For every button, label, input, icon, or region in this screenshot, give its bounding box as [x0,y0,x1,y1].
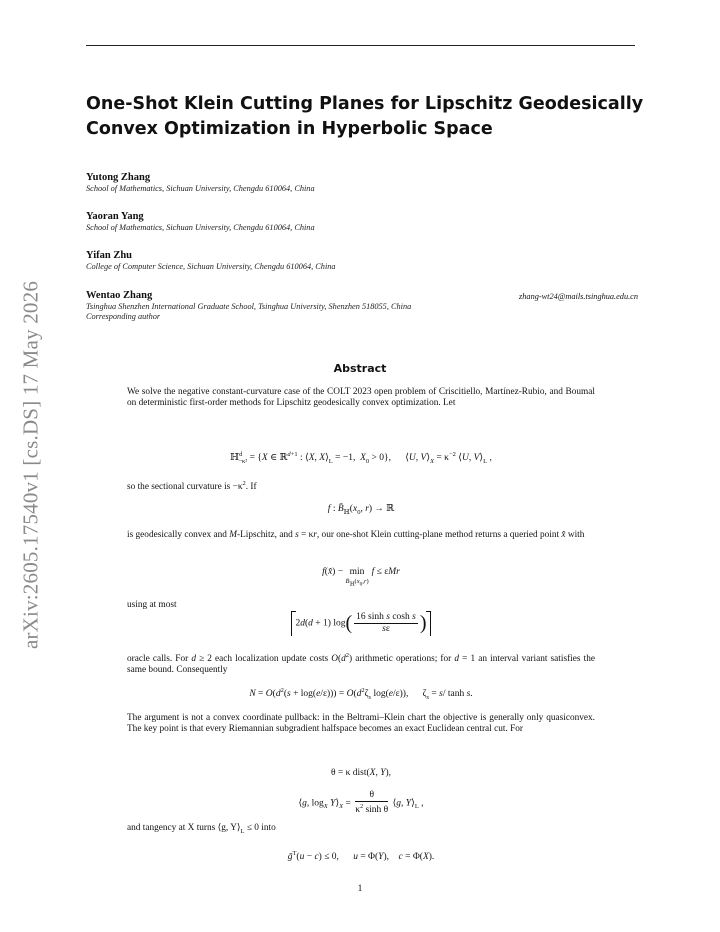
author-block [86,172,638,194]
equation-oracle-bound: 2d(d + 1) log( $\frac{\text{16 sinh s cosh s}}{s\varepsilon}$ ) [127,611,595,636]
author-block [86,250,638,272]
abstract-heading: Abstract [333,362,387,375]
arxiv-stamp: arXiv:2605.17540v1 [cs.DS] 17 May 2026 [18,280,43,650]
abstract-paragraph: We solve the negative constant-curvature case of the COLT 2023 open problem of Criscitiello, Martínez-Rubio, and Boumal on deterministic first-order methods for Lipschitz geodesically convex optimization. Let [127,387,595,409]
equation-log-map: ⟨g, $\log_X$ $Y⟩_X$ = $\frac{\theta}{\kappa^2 \sinh \theta}$ ⟨g, $Y⟩_L$ , [298,790,424,816]
author-block [86,290,638,322]
abstract-paragraph: using at most [127,600,177,610]
equation-function: f : $B̄_ℍ(x_0$, r) → ℝ [327,504,395,516]
abstract-paragraph: and tangency at X turns ⟨g, $Y⟩_L \le 0$ into [127,823,276,835]
equation-theta: θ = κ dist(X, Y), [330,768,392,778]
abstract-paragraph: The argument is not a convex coordinate pullback: in the Beltrami–Klein chart the objective is generally only quasiconvex. The key point is that every Riemannian subgradient halfspace becomes an exact Euclidean central cut. For [127,713,595,735]
page-number: 1 [357,884,363,894]
author-affiliation: School of Mathematics, Sichuan University, Chengdu 610064, China [86,184,315,193]
author-affiliation: Tsinghua Shenzhen International Graduate School, Tsinghua University, Shenzhen 518055, China [86,302,412,311]
author-block [86,211,638,233]
corresponding-author-note: Corresponding author [86,312,161,321]
author-affiliation: School of Mathematics, Sichuan University, Chengdu 610064, China [86,223,315,232]
paper-title: One-Shot Klein Cutting Planes for Lipschitz Geodesically Convex Optimization in Hyperbolic Space [86,94,644,139]
equation-complexity: $N = O(d^2(s + \log(e/\varepsilon))) = O(d^2\zeta_s$ log(e/ε)), $\zeta_s = s/$ tanh s. [249,687,473,702]
top-rule [86,45,635,46]
author-name: Yaoran Yang [86,211,144,222]
abstract-paragraph: so the sectional curvature is $-\kappa^2$. If [127,480,257,493]
equation-hyperboloid: ℍ$^d_{-\kappa^2}$ = {X ∈ ℝ$^{d+1}$ : ⟨X, $X⟩_L = -1$, $X_0 > 0$}, ⟨U, $V⟩_X = \kappa^{-2}$ ⟨U, $V⟩_L$ , [230,451,492,466]
abstract-paragraph: oracle calls. For d ≥ 2 each localization update costs $O(d^2)$ arithmetic operations; for d = 1 an interval variant satisfies the same bound. Consequently [127,652,595,676]
equation-guarantee: f(x̂) − min $B̄_ℍ(x_0,r)$ f ≤ εMr [322,567,400,588]
equation-central-cut: ḡ$^T$(u − c) ≤ 0, u = Φ(Y), c = Φ(X). [287,850,435,863]
author-name: Wentao Zhang [86,290,153,301]
abstract-paragraph: is geodesically convex and M-Lipschitz, and s = κr, our one-shot Klein cutting-plane method returns a queried point x̂ with [127,530,585,540]
author-email[interactable]: zhang-wt24@mails.tsinghua.edu.cn [519,292,638,301]
author-affiliation: College of Computer Science, Sichuan University, Chengdu 610064, China [86,262,336,271]
author-name: Yutong Zhang [86,172,151,183]
author-name: Yifan Zhu [86,250,133,261]
